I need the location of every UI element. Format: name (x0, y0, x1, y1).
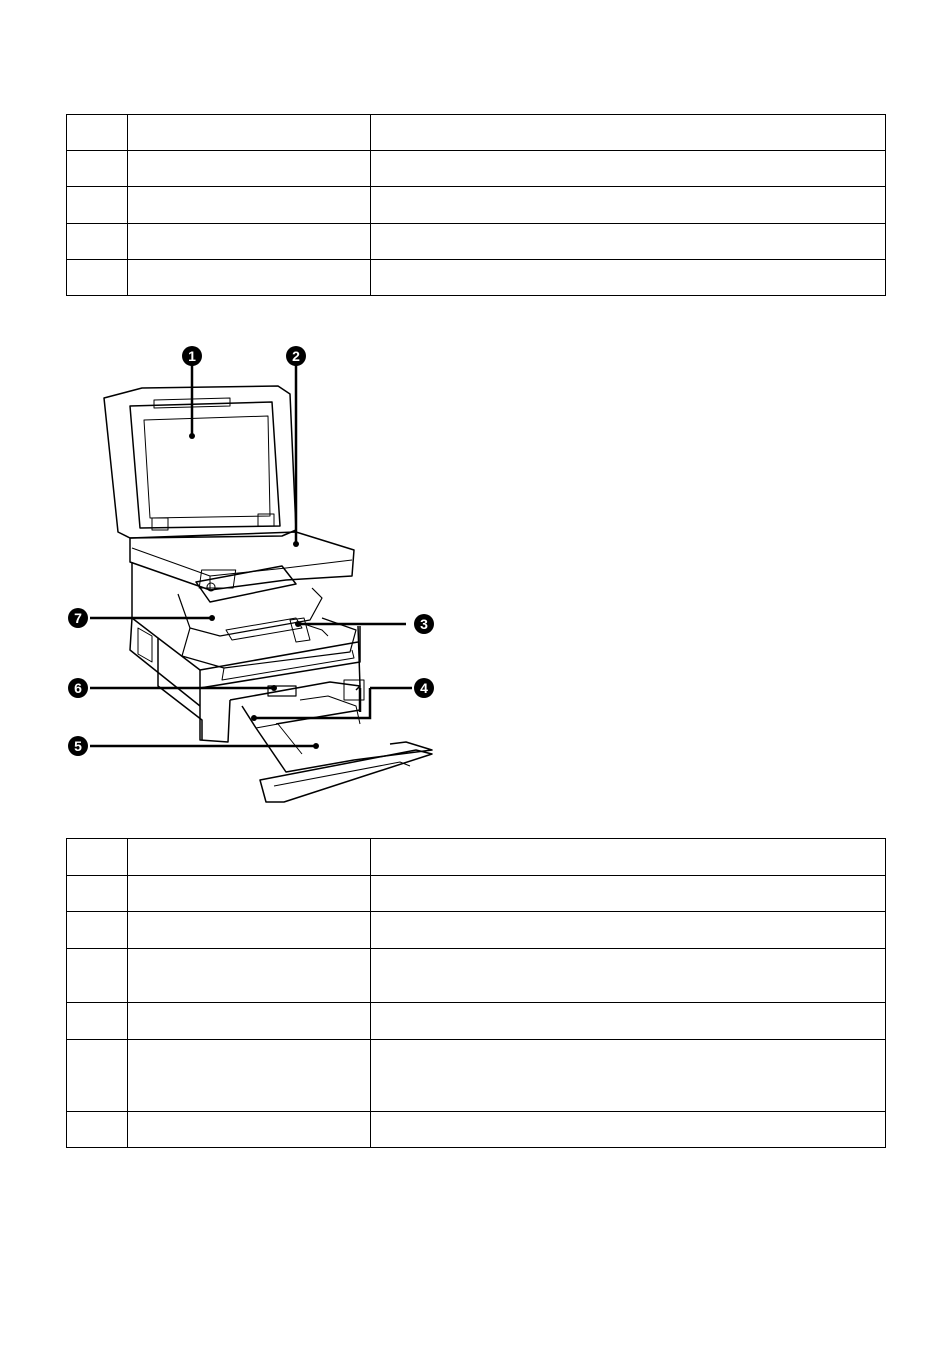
table-row (67, 224, 886, 260)
part-name (128, 224, 371, 260)
callout-badge-1 (182, 346, 202, 366)
row-number (67, 115, 128, 151)
parts-table-bottom (66, 838, 886, 1148)
row-number (67, 151, 128, 187)
part-name (128, 187, 371, 224)
row-number (67, 1040, 128, 1112)
parts-table-top (66, 114, 886, 296)
part-description (371, 912, 886, 949)
table-row (67, 187, 886, 224)
callout-badge-7 (68, 608, 88, 628)
part-description (371, 1040, 886, 1112)
part-name (128, 1112, 371, 1148)
part-name (128, 876, 371, 912)
part-description (371, 1112, 886, 1148)
table-row (67, 115, 886, 151)
part-description (371, 187, 886, 224)
callout-badge-5 (68, 736, 88, 756)
row-number (67, 876, 128, 912)
callout-number: 3 (420, 616, 428, 632)
part-name (128, 839, 371, 876)
callout-badge-3 (414, 614, 434, 634)
part-description (371, 876, 886, 912)
part-name (128, 1040, 371, 1112)
table-row (67, 876, 886, 912)
part-name (128, 151, 371, 187)
row-number (67, 1003, 128, 1040)
printer-parts-figure (60, 340, 440, 810)
printer-illustration (60, 340, 440, 810)
table-row (67, 1112, 886, 1148)
part-name (128, 949, 371, 1003)
part-description (371, 839, 886, 876)
part-description (371, 260, 886, 296)
paper-cassette (230, 680, 432, 802)
callout-number: 7 (74, 610, 82, 626)
row-number (67, 1112, 128, 1148)
control-panel (196, 566, 296, 602)
callout-number: 1 (188, 348, 196, 364)
table-row (67, 949, 886, 1003)
callout-badge-2 (286, 346, 306, 366)
row-number (67, 949, 128, 1003)
scanner-glass (130, 532, 354, 590)
table-row (67, 1040, 886, 1112)
part-name (128, 260, 371, 296)
callout-number: 2 (292, 348, 300, 364)
row-number (67, 839, 128, 876)
row-number (67, 187, 128, 224)
table-row (67, 151, 886, 187)
part-description (371, 151, 886, 187)
part-description (371, 115, 886, 151)
callout-number: 5 (74, 738, 82, 754)
part-name (128, 912, 371, 949)
callout-number: 6 (74, 680, 82, 696)
part-name (128, 1003, 371, 1040)
part-description (371, 224, 886, 260)
table-row (67, 1003, 886, 1040)
table-row (67, 912, 886, 949)
table-row (67, 260, 886, 296)
callout-number: 4 (420, 680, 428, 696)
callout-badge-4 (414, 678, 434, 698)
row-number (67, 260, 128, 296)
row-number (67, 912, 128, 949)
part-description (371, 1003, 886, 1040)
document-cover (104, 386, 296, 538)
table-row (67, 839, 886, 876)
callout-badge-6 (68, 678, 88, 698)
part-name (128, 115, 371, 151)
row-number (67, 224, 128, 260)
part-description (371, 949, 886, 1003)
